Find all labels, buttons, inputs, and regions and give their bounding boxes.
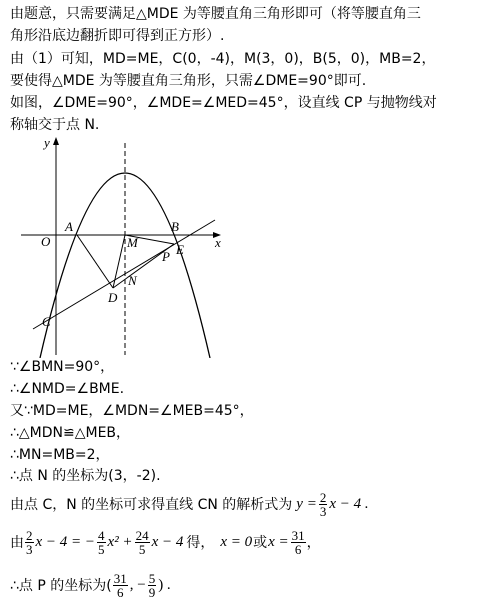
paragraph-line-3: 由（1）可知，MD=ME，C(0，-4)，M(3，0)，B(5，0)，MB=2， — [10, 51, 436, 67]
line-eq-rest: x − 4 . — [329, 495, 369, 512]
fraction-b: $\frac{4}{5}$ — [98, 527, 105, 557]
label-n: N — [128, 273, 137, 288]
paragraph-line-2: 角形沿底边翻折即可得到正方形）. — [10, 28, 225, 44]
eq-mid: 得， — [186, 535, 215, 551]
step-line-5: ∴MN=MB=2， — [10, 447, 110, 463]
paragraph-line-6: 称轴交于点 N. — [10, 117, 100, 133]
coord-prefix: ∴点 P 的坐标为( — [10, 578, 112, 594]
label-y: y — [44, 135, 50, 150]
paragraph-line-1: 由题意，只需要满足△MDE 为等腰直角三角形即可（将等腰直角三 — [10, 6, 421, 22]
label-a: A — [65, 219, 73, 234]
label-p: P — [162, 249, 170, 264]
eq-x1: x = — [268, 533, 289, 550]
point-p-coordinates — [10, 566, 172, 604]
fraction-c: $\frac{24}{5}$ — [135, 527, 149, 557]
eq-part-b: x² + — [107, 533, 133, 550]
eq-part-c: x − 4 — [151, 533, 184, 550]
label-d: D — [108, 290, 118, 305]
line-equation — [10, 486, 370, 522]
fraction-d: $\frac{31}{6}$ — [291, 527, 305, 557]
label-origin: O — [41, 234, 51, 249]
fraction-e: $\frac{31}{6}$ — [113, 570, 127, 600]
step-line-2: ∴∠NMD=∠BME. — [10, 381, 125, 397]
line-eq-lhs: y = — [296, 495, 317, 512]
eq-part-a: x − 4 = − — [35, 533, 96, 550]
fraction-a: $\frac{2}{3}$ — [26, 527, 33, 557]
label-x: x — [215, 235, 221, 250]
label-m: M — [127, 235, 138, 250]
step-line-4: ∴△MDN≌△MEB， — [10, 425, 131, 441]
fraction-two-thirds: $\frac{2}{3}$ — [319, 489, 327, 519]
label-c: C — [42, 314, 51, 329]
eq-x0: x = 0 — [220, 533, 253, 550]
step-line-6: ∴点 N 的坐标为(3，-2). — [10, 468, 161, 484]
eq-or: 或 — [253, 535, 268, 551]
paragraph-line-4: 要使得△MDE 为等腰直角三角形，只需∠DME=90°即可. — [10, 73, 367, 89]
step-line-1: ∵∠BMN=90°， — [10, 359, 115, 375]
parabola-figure — [15, 133, 235, 358]
eq-end: ， — [306, 535, 321, 551]
fraction-f: $\frac{5}{9}$ — [148, 570, 156, 600]
line-eq-prefix: 由点 C，N 的坐标可求得直线 CN 的解析式为 — [10, 497, 293, 513]
eq-prefix: 由 — [10, 535, 24, 551]
label-e: E — [176, 242, 184, 257]
label-b: B — [171, 219, 179, 234]
step-line-3: 又∵MD=ME，∠MDN=∠MEB=45°， — [10, 403, 254, 419]
intersection-equation — [10, 524, 321, 560]
paragraph-line-5: 如图，∠DME=90°，∠MDE=∠MED=45°，设直线 CP 与抛物线对 — [10, 95, 437, 111]
coord-end: ) . — [158, 576, 171, 593]
coord-comma: , − — [129, 576, 146, 593]
